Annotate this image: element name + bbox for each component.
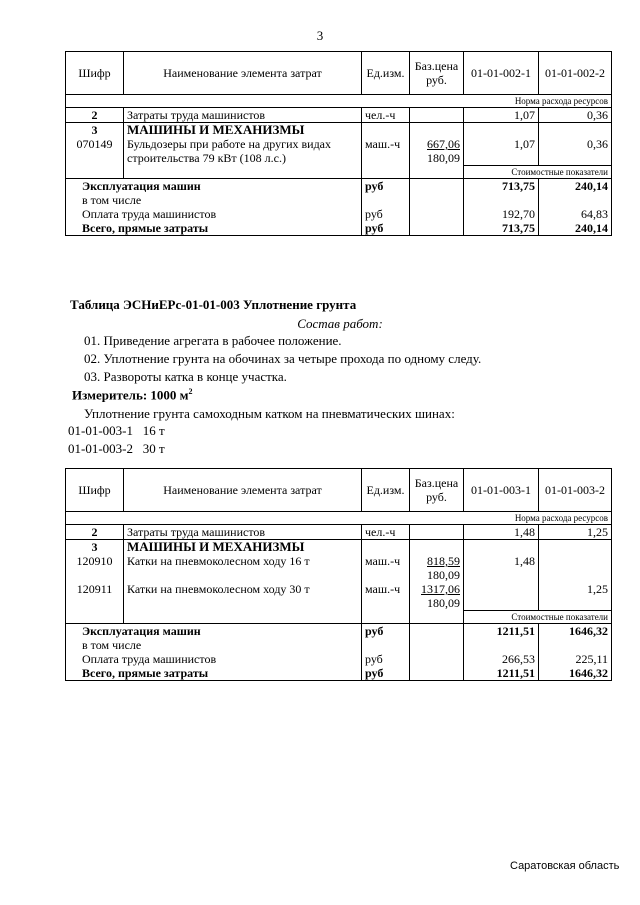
header-unit: Ед.изм.	[362, 52, 410, 95]
machine1-name: Катки на пневмоколесном ходу 16 т	[127, 554, 310, 568]
machine1-unit: маш.-ч	[365, 554, 401, 568]
labor-unit: чел.-ч	[362, 525, 410, 540]
page-number: 3	[316, 28, 324, 43]
variant-2: 01-01-003-2 30 т	[68, 441, 165, 456]
work-composition-heading: Состав работ:	[297, 316, 383, 331]
section-title: МАШИНЫ И МЕХАНИЗМЫ	[127, 539, 305, 554]
machine2-price-2: 180,09	[427, 596, 460, 610]
machine-value-a: 1,07	[464, 123, 539, 166]
total-unit: руб	[365, 220, 384, 235]
header-code: Шифр	[66, 469, 124, 512]
table-row	[66, 108, 612, 123]
norma-row	[66, 512, 612, 525]
labor-unit: чел.-ч	[362, 108, 410, 123]
cost-label: Стоимостные показатели	[464, 165, 612, 178]
labor-name: Затраты труда машинистов	[124, 525, 362, 540]
pay-label: Оплата труда машинистов	[82, 206, 217, 221]
machine2-unit: маш.-ч	[365, 582, 401, 596]
incl-label: в том числе	[82, 192, 142, 207]
labor-value-a: 1,48	[464, 525, 539, 540]
resource-table-01-01-002	[65, 51, 612, 236]
work-item-1: 01. Приведение агрегата в рабочее положение.	[84, 333, 342, 348]
header-base-price: Баз.цена руб.	[410, 469, 464, 512]
total-value-b: 240,14	[575, 220, 608, 235]
work-item-2: 02. Уплотнение грунта на обочинах за четыре прохода по одному следу.	[84, 351, 482, 366]
pay-value-b: 64,83	[581, 206, 608, 221]
header-col-b: 01-01-003-2	[539, 469, 612, 512]
header-col-a: 01-01-003-1	[464, 469, 539, 512]
machine2-value-a	[467, 582, 535, 596]
header-base-price: Баз.цена руб.	[410, 52, 464, 95]
machine-unit: маш.-ч	[362, 123, 410, 166]
work-item-3: 03. Развороты катка в конце участка.	[84, 369, 287, 384]
incl-label: в том числе	[82, 637, 142, 652]
machine2-name: Катки на пневмоколесном ходу 30 т	[127, 582, 310, 596]
cost-label-row	[66, 610, 612, 623]
header-name: Наименование элемента затрат	[124, 52, 362, 95]
exploit-value-a: 1211,51	[496, 623, 535, 638]
work-description: Уплотнение грунта самоходным катком на пневматических шинах:	[84, 406, 455, 421]
header-code: Шифр	[66, 52, 124, 95]
norma-label: Норма расхода ресурсов	[66, 512, 612, 525]
exploit-value-b: 1646,32	[569, 623, 608, 638]
exploit-value-b: 240,14	[575, 178, 608, 193]
machine1-value-a: 1,48	[514, 554, 535, 568]
norma-row	[66, 95, 612, 108]
machine-price-2: 180,09	[427, 151, 460, 165]
total-value-a: 713,75	[502, 220, 535, 235]
measure-line	[72, 387, 193, 403]
section-code: 3	[91, 540, 98, 554]
machine-code: 070149	[76, 137, 113, 151]
total-unit: руб	[365, 665, 384, 680]
table-title: Таблица ЭСНиЕРс-01-01-003 Уплотнение грунта	[70, 297, 357, 312]
machine1-price: 818,59	[427, 554, 460, 568]
table-header-row	[66, 469, 612, 512]
labor-value-b: 1,25	[539, 525, 612, 540]
header-unit: Ед.изм.	[362, 469, 410, 512]
measure-sup: 2	[188, 387, 193, 396]
header-name: Наименование элемента затрат	[124, 469, 362, 512]
labor-name: Затраты труда машинистов	[124, 108, 362, 123]
table-row	[66, 623, 612, 680]
header-col-a: 01-01-002-1	[464, 52, 539, 95]
exploit-label: Эксплуатация машин	[82, 178, 201, 193]
cost-label-row	[66, 165, 612, 178]
exploit-unit: руб	[365, 178, 384, 193]
machine-name: Бульдозеры при работе на других видах строительства 79 кВт (108 л.с.)	[127, 137, 332, 165]
exploit-value-a: 713,75	[502, 178, 535, 193]
cost-label: Стоимостные показатели	[464, 610, 612, 623]
labor-value-a: 1,07	[464, 108, 539, 123]
machine2-value-b: 1,25	[587, 582, 608, 596]
machine-price: 667,06	[427, 137, 460, 151]
machine1-value-b	[542, 554, 608, 568]
total-value-b: 1646,32	[569, 665, 608, 680]
exploit-unit: руб	[365, 623, 384, 638]
total-label: Всего, прямые затраты	[82, 220, 209, 235]
section-code: 3	[91, 123, 98, 137]
total-label: Всего, прямые затраты	[82, 665, 209, 680]
machine1-code: 120910	[76, 554, 113, 568]
pay-label: Оплата труда машинистов	[82, 651, 217, 666]
pay-value-b: 225,11	[575, 651, 608, 666]
machine1-price-2: 180,09	[427, 568, 460, 582]
resource-table-01-01-003	[65, 468, 612, 681]
variant-1: 01-01-003-1 16 т	[68, 423, 165, 438]
machine-value-b: 0,36	[539, 123, 612, 166]
exploit-label: Эксплуатация машин	[82, 623, 201, 638]
measure-text: Измеритель: 1000 м	[72, 387, 189, 403]
pay-unit: руб	[365, 651, 383, 666]
header-col-b: 01-01-002-2	[539, 52, 612, 95]
table-header-row	[66, 52, 612, 95]
norma-label: Норма расхода ресурсов	[66, 95, 612, 108]
pay-value-a: 266,53	[502, 651, 535, 666]
machine2-price: 1317,06	[421, 582, 460, 596]
table-row	[66, 540, 612, 611]
machine2-code: 120911	[76, 582, 113, 596]
labor-code: 2	[66, 525, 124, 540]
pay-value-a: 192,70	[502, 206, 535, 221]
table-row	[66, 525, 612, 540]
total-value-a: 1211,51	[496, 665, 535, 680]
table-row	[66, 178, 612, 235]
region-footer: Саратовская область	[510, 860, 620, 872]
table-row	[66, 123, 612, 166]
section-title: МАШИНЫ И МЕХАНИЗМЫ	[127, 122, 305, 137]
pay-unit: руб	[365, 206, 383, 221]
labor-value-b: 0,36	[539, 108, 612, 123]
labor-code: 2	[66, 108, 124, 123]
